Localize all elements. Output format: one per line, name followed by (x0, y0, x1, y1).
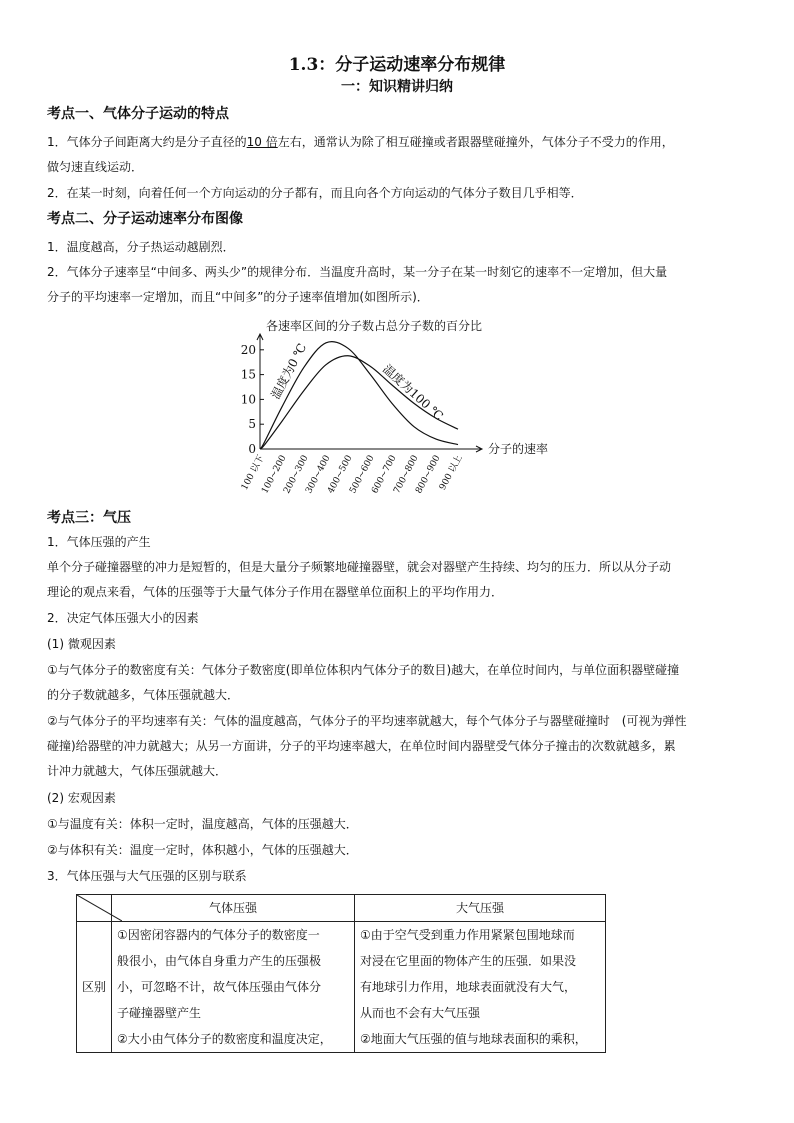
text-span: 分子的平均速率一定增加，而且“中间多”的分子速率值增加(如图所示)． (47, 290, 429, 304)
text-span: 单个分子碰撞器壁的冲力是短暂的，但是大量分子频繁地碰撞器壁，就会对器壁产生持续、均匀的压力．所以从分子动 (47, 560, 672, 574)
x-tick-label: 300~400 (304, 453, 333, 496)
y-tick-label: 10 (240, 392, 256, 407)
page-subtitle: 一：知识精讲归纳 (341, 79, 453, 95)
page-title: 1.3：分子运动速率分布规律 (288, 55, 506, 75)
table-header-row (77, 895, 606, 922)
x-tick-label: 900 以上 (437, 453, 465, 493)
paragraph: (1) 微观因素 (47, 637, 116, 651)
diagonal-header-cell (77, 895, 112, 922)
paragraph: 3．气体压强与大气压强的区别与联系 (47, 869, 247, 883)
cell-line: ①因密闭容器内的气体分子的数密度一 (117, 928, 320, 942)
y-tick-label: 5 (248, 417, 256, 432)
text-span: 左右，通常认为除了相互碰撞或者跟器壁碰撞外，气体分子不受力的作用， (277, 135, 674, 149)
header-cell: 大气压强 (355, 895, 606, 922)
y-tick-label: 15 (240, 367, 256, 382)
paragraph: 1．气体压强的产生 (47, 535, 151, 549)
section-heading-3: 考点三：气压 (47, 510, 131, 526)
underlined-text: 10 倍 (246, 135, 278, 149)
paragraph (47, 130, 752, 180)
paragraph: ②与体积有关：温度一定时，体积越小，气体的压强越大． (47, 843, 358, 857)
table-row (77, 922, 606, 1053)
text-span: 计冲力就越大，气体压强就越大． (47, 764, 228, 778)
x-tick-label: 700~800 (392, 453, 421, 496)
paragraph: (2) 宏观因素 (47, 791, 116, 805)
series-label-0c: 温度为0 ℃ (268, 341, 310, 402)
table-cell (355, 922, 606, 1053)
paragraph (47, 260, 752, 310)
x-tick-label: 800~900 (414, 453, 443, 496)
paragraph (47, 658, 752, 708)
speed-distribution-chart (232, 312, 562, 502)
text-span: 碰撞)给器壁的冲力就越大；从另一方面讲，分子的平均速率越大，在单位时间内器壁受气体分子撞击的次数就越多，累 (47, 739, 676, 753)
paragraph: 2．决定气体压强大小的因素 (47, 611, 199, 625)
paragraph: 1．温度越高，分子热运动越剧烈． (47, 240, 235, 254)
cell-line: ②地面大气压强的值与地球表面积的乘积， (360, 1032, 587, 1046)
y-tick-label: 20 (240, 342, 256, 357)
chart-title: 各速率区间的分子数占总分子数的百分比 (266, 319, 483, 333)
x-tick-label: 100~200 (260, 453, 289, 496)
text-span: ①与气体分子的数密度有关：气体分子数密度(即单位体积内气体分子的数目)越大，在单位时间内，与单位面积器壁碰撞 (47, 663, 680, 677)
x-tick-label: 200~300 (282, 453, 311, 496)
paragraph (47, 555, 752, 605)
cell-line: 从而也不会有大气压强 (360, 1006, 481, 1020)
cell-line: 般很小，由气体自身重力产生的压强极 (117, 954, 322, 968)
text-span: 做匀速直线运动． (47, 160, 144, 174)
cell-line: ②大小由气体分子的数密度和温度决定， (117, 1032, 332, 1046)
paragraph (47, 709, 752, 784)
paragraph: ①与温度有关：体积一定时，温度越高，气体的压强越大． (47, 817, 358, 831)
text-span: 2．气体分子速率呈“中间多、两头少”的规律分布．当温度升高时，某一分子在某一时刻它的速率不一定增加，但大量 (47, 265, 668, 279)
comparison-table (76, 894, 606, 1053)
series-label-100c: 温度为100 ℃ (379, 361, 446, 424)
x-tick-label: 400~500 (326, 453, 355, 496)
x-tick-label: 500~600 (348, 453, 377, 496)
x-tick-label: 600~700 (370, 453, 399, 496)
text-span: ②与气体分子的平均速率有关：气体的温度越高，气体分子的平均速率就越大，每个气体分子与器壁碰撞时 (可视为弹性 (47, 714, 687, 728)
section-heading-1: 考点一、气体分子运动的特点 (47, 106, 229, 122)
cell-line: 子碰撞器壁产生 (117, 1006, 202, 1020)
row-label-cell: 区别 (77, 922, 112, 1053)
section-heading-2: 考点二、分子运动速率分布图像 (47, 211, 243, 227)
text-span: 1．气体分子间距离大约是分子直径的 (47, 135, 247, 149)
diagonal-line (77, 895, 122, 921)
x-axis-label: 分子的速率 (488, 442, 549, 456)
text-span: 的分子数就越多，气体压强就越大． (47, 688, 240, 702)
paragraph: 2．在某一时刻，向着任何一个方向运动的分子都有，而且向各个方向运动的气体分子数目几乎相等． (47, 186, 583, 200)
y-tick-label: 0 (248, 442, 256, 456)
header-cell: 气体压强 (112, 895, 355, 922)
text-span: 理论的观点来看，气体的压强等于大量气体分子作用在器壁单位面积上的平均作用力． (47, 585, 504, 599)
x-tick-label: 100 以下 (239, 453, 267, 493)
table-cell (112, 922, 355, 1053)
cell-line: 有地球引力作用，地球表面就没有大气， (360, 980, 577, 994)
cell-line: 小，可忽略不计，故气体压强由气体分 (117, 980, 322, 994)
cell-line: 对浸在它里面的物体产生的压强．如果没 (360, 954, 577, 968)
cell-line: ①由于空气受到重力作用紧紧包围地球而 (360, 928, 575, 942)
